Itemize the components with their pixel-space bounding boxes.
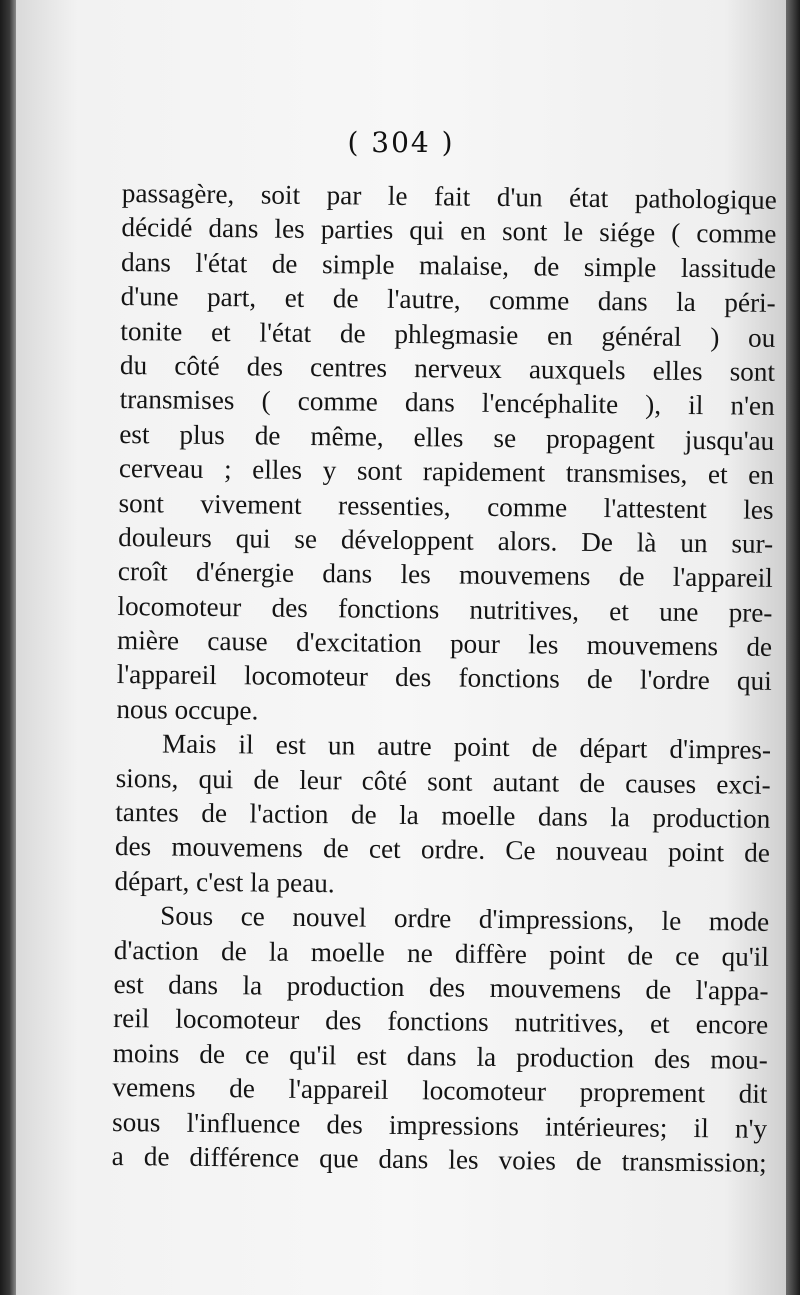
text-line: douleurs qui se développent alors. De là un sur- xyxy=(118,521,774,559)
text-line: cerveau ; elles y sont rapidement transmises, et en xyxy=(118,453,775,490)
text-line: tantes de l'action de la moelle dans la production xyxy=(115,796,771,834)
text-line: nous occupe. xyxy=(116,693,259,726)
text-line: départ, c'est la peau. xyxy=(114,865,335,899)
text-line: d'action de la moelle ne diffère point de ce qu'il xyxy=(113,934,770,972)
text-line: l'appareil locomoteur des fonctions de l'ordre qui xyxy=(116,659,772,697)
text-line: Mais il est un autre point de départ d'impres- xyxy=(161,728,772,766)
text-line: a de différence que dans les voies de transmission; xyxy=(111,1140,767,1178)
text-line: des mouvemens de cet ordre. Ce nouveau point de xyxy=(114,831,771,869)
book-gutter-left xyxy=(0,0,16,1295)
book-page xyxy=(16,0,786,1295)
text-line: tonite et l'état de phlegmasie en général ) ou xyxy=(120,315,776,353)
text-line: est dans la production des mouvemens de l'appa- xyxy=(113,968,769,1006)
text-line: du côté des centres nerveux auxquels elles sont xyxy=(119,349,776,387)
text-line: transmises ( comme dans l'encéphalite ), il n'en xyxy=(119,384,775,422)
text-line: mière cause d'excitation pour les mouvemens de xyxy=(116,625,773,662)
text-line: dans l'état de simple malaise, de simple lassitude xyxy=(120,246,777,284)
text-line: d'une part, et de l'autre, comme dans la péri- xyxy=(120,281,776,319)
text-line: est plus de même, elles se propagent jusqu'au xyxy=(119,418,775,456)
text-line: sions, qui de leur côté sont autant de causes exci- xyxy=(115,762,771,800)
text-line: décidé dans les parties qui en sont le siége ( comme xyxy=(121,212,777,250)
text-line: passagère, soit par le fait d'un état pathologique xyxy=(121,177,777,215)
text-line: reil locomoteur des fonctions nutritives, et encore xyxy=(113,1003,769,1041)
text-line: locomoteur des fonctions nutritives, et une pre- xyxy=(117,590,773,628)
text-line: sont vivement ressenties, comme l'attestent les xyxy=(118,487,774,525)
text-line: Sous ce nouvel ordre d'impressions, le mode xyxy=(160,900,770,938)
page-body-text xyxy=(112,176,777,1180)
text-line: sous l'influence des impressions intérieures; il n'y xyxy=(111,1106,768,1144)
text-line: vemens de l'appareil locomoteur proprement dit xyxy=(112,1072,768,1109)
text-line: moins de ce qu'il est dans la production des mou- xyxy=(112,1037,768,1075)
book-edge-right xyxy=(786,0,800,1295)
page-number: ( 304 ) xyxy=(347,126,455,159)
text-line: croît d'énergie dans les mouvemens de l'appareil xyxy=(117,556,773,594)
